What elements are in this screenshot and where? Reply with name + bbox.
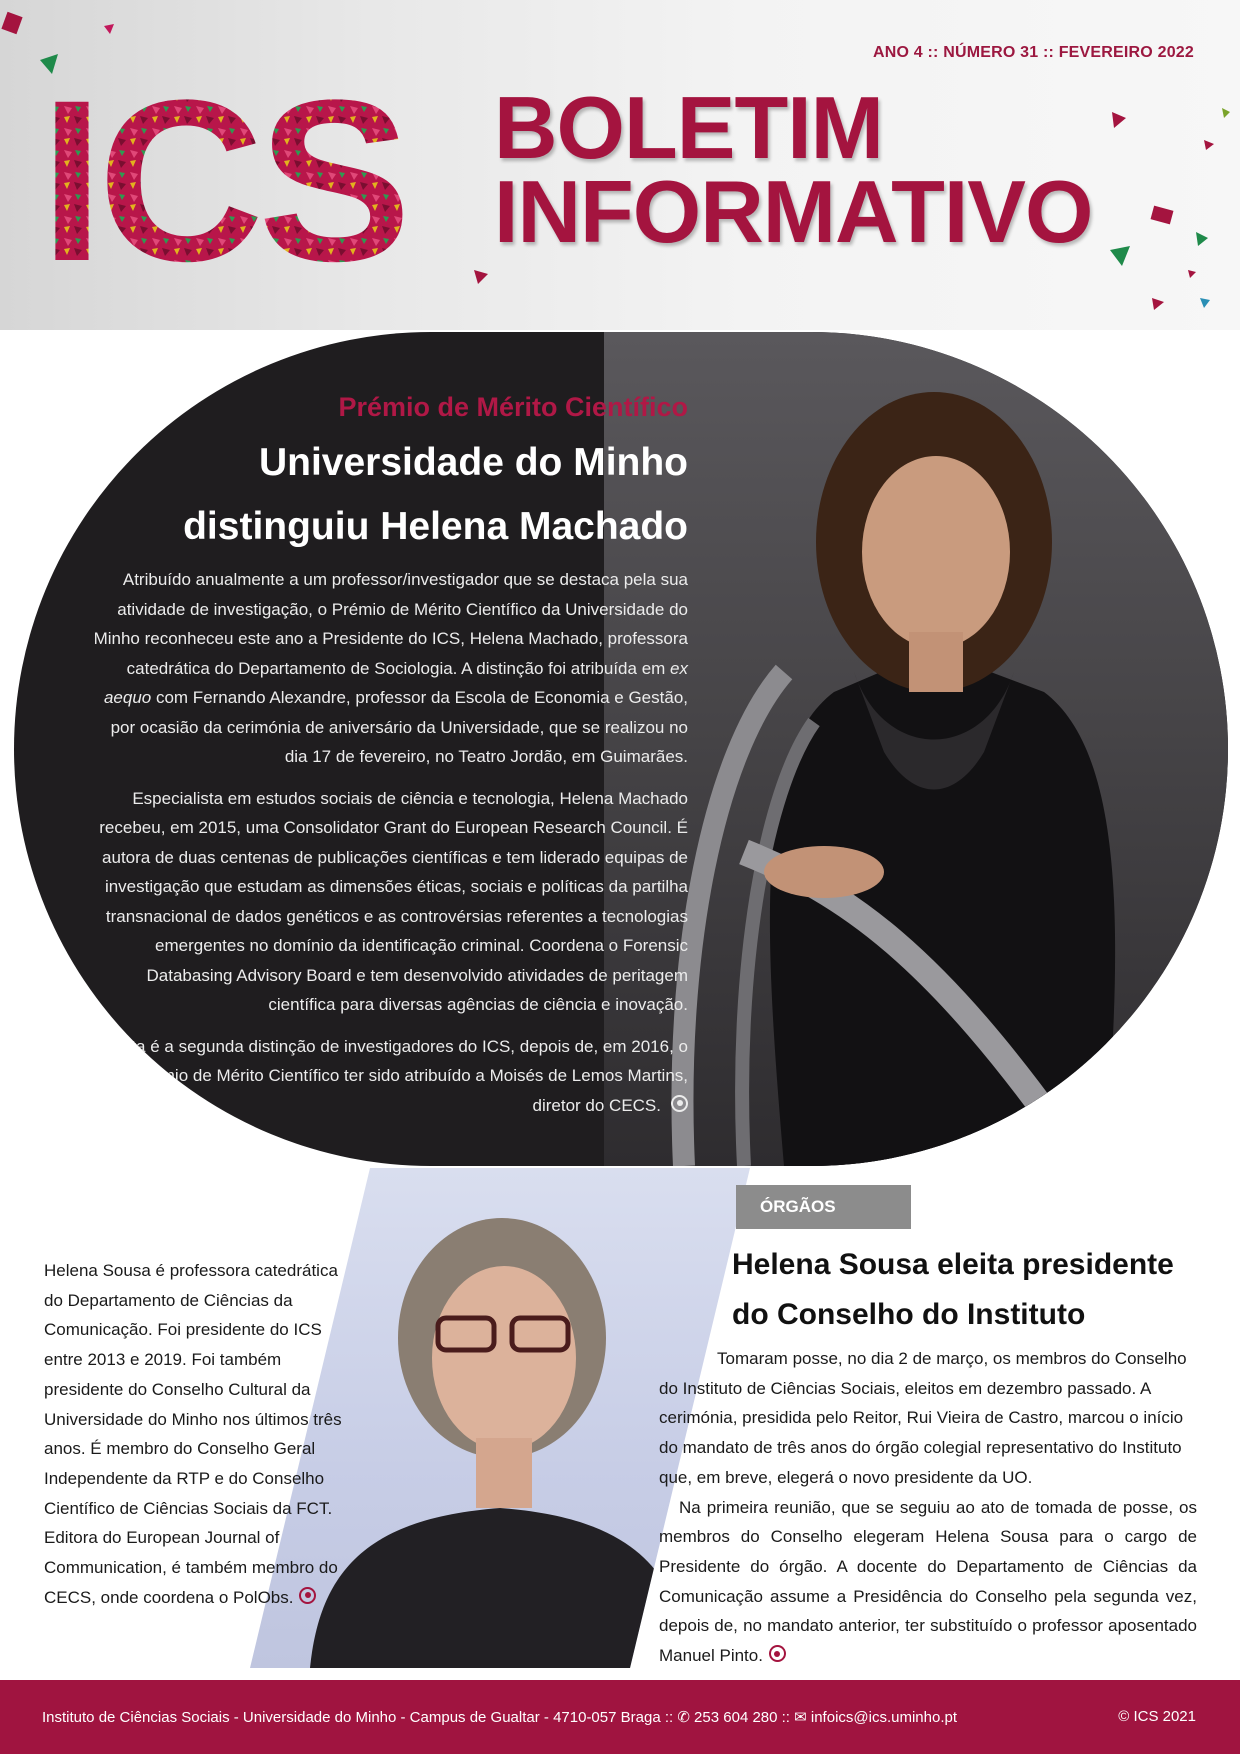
end-of-bio-icon <box>299 1587 316 1604</box>
headline2-line-1: Helena Sousa eleita presidente <box>732 1248 1174 1281</box>
newsletter-title <box>494 78 1093 262</box>
portrait-illustration <box>604 332 1228 1166</box>
headline-line-1: Universidade do Minho <box>258 441 688 484</box>
end-of-article-icon <box>671 1095 688 1112</box>
footer-copyright: © ICS 2021 <box>1118 1708 1196 1725</box>
section-tag: ÓRGÃOS <box>736 1185 911 1229</box>
story2-article <box>659 1344 1197 1671</box>
issue-line: ANO 4 :: NÚMERO 31 :: FEVEREIRO 2022 <box>872 44 1194 61</box>
feature-photo <box>604 332 1228 1166</box>
feature-kicker: Prémio de Mérito Científico <box>338 392 688 422</box>
svg-text:ICS: ICS <box>40 60 406 290</box>
feature-panel <box>14 332 1228 1166</box>
masthead <box>0 0 1240 330</box>
footer-contact: Instituto de Ciências Sociais - Universidade do Minho - Campus de Gualtar - 4710-057 Braga :: ✆ 253 604 280 :: ✉ infoics@ics.uminho.pt <box>42 1709 957 1726</box>
feature-paragraph-3: Esta é a segunda distinção de investigadores do ICS, depois de, em 2016, o Prémio de Mérito Científico ter sido atribuído a Moisés de Lemos Martins, diretor do CECS. <box>111 1036 688 1115</box>
headline-line-2: distinguiu Helena Machado <box>183 505 688 548</box>
italic-term: ex aequo <box>103 658 688 707</box>
story2-paragraph-2: Na primeira reunião, que se seguiu ao ato de tomada de posse, os membros do Conselho elegeram Helena Sousa para o cargo de Presidente do órgão. A docente do Departamento de Ciências da Comunicação assume a Presidência do Conselho pela segunda vez, depois de, no mandato anterior, ter substituído o professor aposentado Manuel Pinto. <box>659 1497 1197 1666</box>
sidebar-bio: Helena Sousa é professora catedrática do Departamento de Ciências da Comunicação. Foi presidente do ICS entre 2013 e 2019. Foi também presidente do Conselho Cultural da Universidade do Minho nos últimos três anos. É membro do Conselho Geral Independente da RTP e do Conselho Científico de Ciências Sociais da FCT. Editora do European Journal of Communication, é também membro do CECS, onde coordena o PolObs. <box>44 1261 342 1607</box>
title-line-2: INFORMATIVO <box>494 162 1093 262</box>
feature-paragraph-2: Especialista em estudos sociais de ciência e tecnologia, Helena Machado recebeu, em 2015, uma Consolidator Grant do European Research Council. É autora de duas centenas de publicações científicas e tem liderado equipas de investigação que estudam as dimensões éticas, sociais e políticas da partilha transnacional de dados genéticos e as controvérsias referentes a tecnologias emergentes no domínio da identificação criminal. Coordena o Forensic Databasing Advisory Board e tem desenvolvido atividades de peritagem científica para diversas agências de ciência e inovação. <box>99 788 688 1014</box>
title-line-1: BOLETIM <box>494 78 883 177</box>
ics-logo <box>40 60 480 290</box>
feature-paragraph-1: Atribuído anualmente a um professor/investigador que se destaca pela sua atividade de investigação, o Prémio de Mérito Científico da Universidade do Minho reconheceu este ano a Presidente do ICS, Helena Machado, professora catedrática do Departamento de Sociologia. A distinção foi atribuída em ex aequo com Fernando Alexandre, professor da Escola de Economia e Gestão, por ocasião da cerimónia de aniversário da Universidade, que se realizou no dia 17 de fevereiro, no Teatro Jordão, em Guimarães. <box>93 570 688 766</box>
headline2-line-2: do Conselho do Instituto <box>732 1298 1086 1331</box>
end-of-story-icon <box>769 1645 786 1662</box>
feature-article <box>84 392 688 1132</box>
feature-headline <box>84 431 688 559</box>
footer <box>0 1680 1240 1754</box>
story2-paragraph-1: Tomaram posse, no dia 2 de março, os membros do Conselho do Instituto de Ciências Sociais, eleitos em dezembro passado. A cerimónia, presidida pelo Reitor, Rui Vieira de Castro, marcou o início do mandato de três anos do órgão colegial representativo do Instituto que, em breve, elegerá o novo presidente da UO. <box>659 1349 1187 1487</box>
story2-headline <box>732 1240 1202 1340</box>
